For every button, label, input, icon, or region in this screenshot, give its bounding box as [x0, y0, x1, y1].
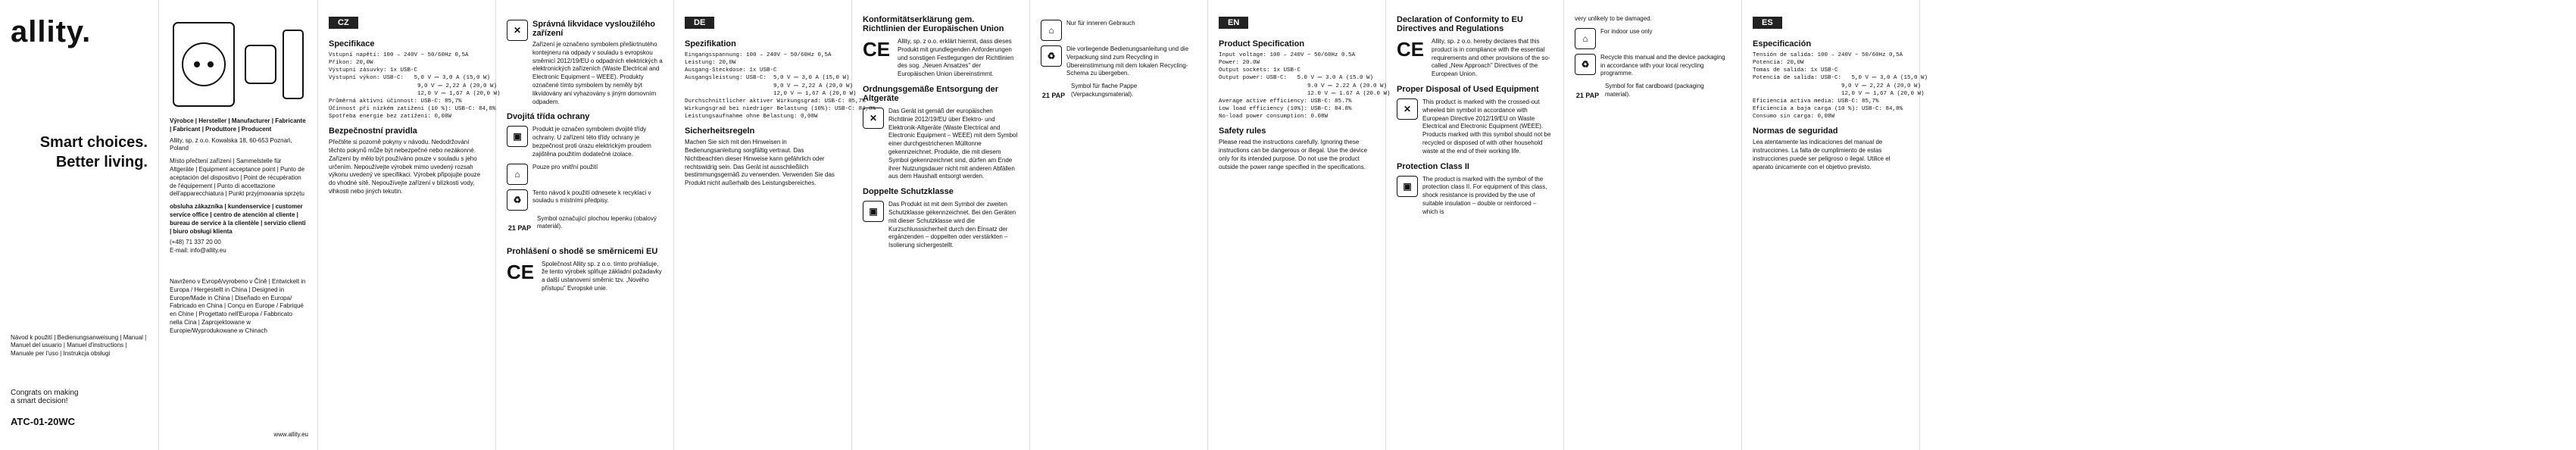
cz-doc: Společnost Allity sp. z o.o. tímto prohlašuje, že tento výrobek splňuje základní požadavky a další ustanovení směrnic tzv. „Nového přístupu" Evropské unie.: [542, 260, 662, 292]
lang-tag-en: EN: [1219, 17, 1248, 29]
de-safety-title: Sicherheitsregeln: [685, 127, 755, 136]
recycle-icon: ♻: [1575, 54, 1596, 75]
manufacturer-panel: [159, 0, 318, 450]
de-conf: Allity, sp. z o.o. erklärt hiermit, dass dieses Produkt mit grundlegenden Anforderungen und sonstigen Festlegungen der Richtlinien des sog. „Neuen Ansatzes" der Europäischen Union übereinstimmt.: [898, 38, 1014, 78]
house-icon: ⌂: [1041, 20, 1062, 41]
en-damaged: very unlikely to be damaged.: [1575, 15, 1652, 22]
pap-icon: [507, 215, 532, 241]
es-spec-title: Especificación: [1753, 39, 1812, 48]
recycle-icon: ♻: [507, 189, 528, 211]
de-panel-2: [852, 0, 1030, 450]
lang-tag-cz: CZ: [329, 17, 358, 29]
cz-icon3: Symbol označující plochou lepenku (obalový materiál).: [537, 214, 657, 230]
de-weee: Das Gerät ist gemäß der europäischen Richtlinie 2012/19/EU über Elektro- und Elektronik-Altgeräte (Waste Electrical and Electronic Equipment – WEEE) mit dem Symbol einer durchgestrichenen Mülltonne gekennzeichnet. Produkte, die mit diesem Symbol gekennzeichnet sind, dürfen am Ende ihrer Nutzungsdauer nicht mit anderen Abfällen aus dem Haushalt entsorgt werden.: [888, 107, 1018, 180]
en-decl-title: Declaration of Conformity to EU Directives and Regulations: [1397, 15, 1523, 33]
en-safety: Please read the instructions carefully. Ignoring these instructions can be dangerous or illegal. Use the device only for its intended purpose. Do not use the product outside the power range specified in the specifications.: [1219, 139, 1368, 170]
lang-tag-es: ES: [1753, 17, 1782, 29]
crossed-bin-icon: ✕: [1397, 98, 1418, 120]
phone: (+48) 71 337 20 00: [170, 239, 221, 246]
cz-recycle: Zařízení je označeno symbolem přeškrtnutého kontejneru na odpady v souladu s evropskou směrnicí 2012/19/EU o odpadních elektrických a elektronických zařízeních (Waste Electrical and Electronic Equipment – WEEE). Produkty označené tímto symbolem by neměly být likvidovány ani vyhazovány s jiným domovním odpadem.: [532, 41, 663, 105]
de-doc: Das Produkt ist mit dem Symbol der zweiten Schutzklasse gekennzeichnet. Bei den Geräten mit dieser Schutzklasse wird die Kurzschlusssicherheit durch den Einsatz der ergänzenden – doppelten oder verstärkten – Isolierung sichergestellt.: [888, 201, 1016, 249]
en-spec-title: Product Specification: [1219, 39, 1305, 48]
acceptance-point: Místo přečtení zařízení | Sammelstelle für Altgeräte | Equipment acceptance point | Punto de aceptación del dispositivo | Point de récupération de l'équipement | Punto di accettazione dell'apparecchiatura | Punkt przyjmowania sprzętu: [170, 158, 305, 198]
double-insulation-icon: ▣: [863, 201, 884, 222]
de-recycle: Die vorliegende Bedienungsanleitung und die Verpackung sind zum Recycling in Übereinstimmung mit dem lokalen Recycling-Schema zu übergeben.: [1066, 45, 1189, 77]
pap-num: 21: [507, 223, 516, 232]
pap-label: PAP: [517, 223, 532, 232]
de-spec: Eingangsspannung: 100 – 240V ~ 50/60Hz 0,5A Leistung: 20,0W Ausgang-Steckdose: 1x USB-C Ausgangsleistung: USB-C: 5,0 V ⎓ 3,0 A (15,0 W) 9,0 V ⎓ 2,22 A (20,0 W) 12,0 V ⎓ 1,67 A (20,0 W) Durchschnittlicher aktiver Wirkungsgrad: USB-C: 85,7% Wirkungsgrad bei niedriger Belastung (10%): USB-C: 84,8% Leistungsaufnahme ohne Belastung: 0,08W: [685, 52, 876, 120]
made-in: Navrženo v Evropě/vyrobeno v Číně | Entwickelt in Europa / Hergestellt in China | Designed in Europe/Made in China | Diseñado en Europa/ Fabricado en China | Conçu en Europe / Fabriqué en Chine | Progettato nell'Europa / Fabbricato nella Cina | Zaprojektowane w Europie/Wyprodukowane w Chinach: [170, 277, 306, 334]
ce-mark-icon: CE: [863, 38, 891, 61]
ce-mark-icon: CE: [507, 260, 535, 283]
product-illustration-icon: [170, 15, 306, 114]
pap-icon: 21 PAP: [1575, 92, 1600, 100]
house-icon: ⌂: [1575, 28, 1596, 49]
de-panel-3: [1030, 0, 1208, 450]
de-spec-title: Spezifikation: [685, 39, 736, 48]
double-insulation-icon: ▣: [507, 126, 528, 147]
cover-panel: [0, 0, 159, 450]
manufacturer-label: Výrobce | Hersteller | Manufacturer | Fabricante | Fabricant | Produttore | Producent: [170, 117, 306, 133]
es-norms-title: Normas de seguridad: [1753, 127, 1838, 136]
manufacturer-address: Allity, sp. z o.o. Kowalska 18, 60-653 Poznań, Poland: [170, 136, 292, 152]
es-norms: Lea atentamente las indicaciones del manual de instrucciones. La falta de cumplimiento de estas instrucciones puede ser peligroso o ilegal. Utilice el aparato únicamente con el objetivo previsto.: [1753, 139, 1891, 170]
cz-sort-title: Dvojitá třída ochrany: [507, 112, 590, 122]
cz-spec: Vstupní napětí: 100 – 240V ~ 50/60Hz 0,5A Příkon: 20,0W Výstupní zásuvky: 1x USB-C Výstupní výkon: USB-C: 5,0 V ⎓ 3,0 A (15,0 W) 9,0 V ⎓ 2,22 A (20,0 W) 12,0 V ⎓ 1,67 A (20,0 W) Průměrná aktivní účinnost: USB-C: 85,7% Účinnost při nízkém zatížení (10 %): USB-C: 84,8% Spotřeba energie bez zatížení: 0,08W: [329, 52, 501, 120]
double-insulation-icon: ▣: [1397, 176, 1418, 197]
slogan-line2: Better living.: [55, 154, 148, 170]
cz-safety-title: Bezpečnostní pravidla: [329, 127, 417, 136]
cz-icon1: Pouze pro vnitřní použití: [532, 163, 598, 170]
slogan: [11, 133, 148, 172]
de-safety: Machen Sie sich mit den Hinweisen in Bedienungsanleitung sorgfältig vertraut. Das Nichtbeachten dieser Hinweise kann gefährlich oder rechtswidrig sein. Das Gerät ist ausschließlich bestimmungsgemäß zu verwenden. Verwenden Sie das Produkt nicht außerhalb des Leistungsbereiches.: [685, 139, 835, 187]
pap-icon: 21 PAP: [1041, 92, 1066, 100]
de-weee-title: Ordnungsgemäße Entsorgung der Altgeräte: [863, 84, 999, 103]
cz-doc-title: Prohlášení o shodě se směrnicemi EU: [507, 246, 658, 256]
crossed-bin-icon: ✕: [863, 108, 884, 129]
congrats-line2: a smart decision!: [11, 397, 68, 405]
website: www.allity.eu: [273, 431, 308, 438]
congrats-line1: Congrats on making: [11, 389, 79, 397]
customer-service: obsluha zákazníka | kundenservice | customer service office | centro de atención al cliente | bureau de service à la clientèle | servizio clienti | biuro obsługi klienta: [170, 203, 306, 235]
en-panel-3: [1564, 0, 1742, 450]
de-conf-title: Konformitätserklärung gem. Richtlinien der Europäischen Union: [863, 15, 1004, 33]
de-panel-1: [674, 0, 876, 450]
brand-logo: allity.: [11, 15, 92, 48]
en-panel-1: [1208, 0, 1391, 450]
de-pap: Symbol für flache Pappe (Verpackungsmaterial).: [1071, 83, 1138, 98]
en-weee-title: Proper Disposal of Used Equipment: [1397, 84, 1539, 94]
en-prot: The product is marked with the symbol of the protection class II. For equipment of this class, shock resistance is provided by the use of suitable insulation – double or reinforced – which is: [1422, 175, 1547, 215]
crossed-bin-icon: ✕: [507, 20, 528, 41]
email: E-mail: info@allity.eu: [170, 247, 226, 255]
de-doc-title: Doppelte Schutzklasse: [863, 187, 954, 197]
cz-recycle-title: Správná likvidace vysloužilého zařízení: [532, 20, 656, 38]
cz-sort-text: Produkt je označen symbolem dvojité třídy ochrany. U zařízení této třídy ochrany je bezpečnost proti úrazu elektrickým proudem zajištěna použitím dodatečné izolace.: [532, 126, 651, 158]
de-indoor: Nur für inneren Gebrauch: [1066, 20, 1135, 27]
cz-panel-2: [496, 0, 674, 450]
en-recycle: Recycle this manual and the device packaging in accordance with your local recycling programme.: [1600, 53, 1725, 77]
manual-label: Návod k použití | Bedienungsanweisung | Manual | Manuel del usuario | Manuel d'instructions | Manuale per l'uso | Instrukcja obsługi: [11, 333, 147, 358]
en-pap: Symbol for flat cardboard (packaging material).: [1605, 83, 1704, 98]
cz-panel-1: [318, 0, 501, 450]
en-spec: Input voltage: 100 – 240V ~ 50/60Hz 0.5A Power: 20.0W Output sockets: 1x USB-C Output power: USB-C: 5.0 V ⎓ 3.0 A (15.0 W) 9.0 V ⎓ 2.22 A (20.0 W) 12.0 V ⎓ 1.67 A (20.0 W) Average active efficiency: USB-C: 85.7% Low load efficiency (10%): USB-C: 84.8% No-load power consumption: 0.08W: [1219, 52, 1391, 120]
model-number: ATC-01-20WC: [11, 416, 75, 427]
house-icon: ⌂: [507, 164, 528, 185]
en-safety-title: Safety rules: [1219, 127, 1266, 136]
recycle-icon: ♻: [1041, 45, 1062, 67]
en-decl: Allity, sp. z o.o. hereby declares that this product is in compliance with the essential requirements and other provisions of the so-called „New Approach" Directives of the European Union.: [1432, 38, 1550, 78]
en-indoor: For indoor use only: [1600, 27, 1653, 35]
ce-mark-icon: CE: [1397, 38, 1425, 61]
cz-safety: Přečtěte si pozorně pokyny v návodu. Nedodržování těchto pokynů může být nebezpečné nebo nezákonné. Zařízení by mělo být používáno pouze v souladu s jeho určením. Nepoužívejte výrobek mimo uvedený rozsah výkonu uvedený ve specifikaci. Výrobek připojujte pouze do vhodné sítě. Nepoužívejte zařízení v blízkosti vody, vlhkosti nebo jiných tekutin.: [329, 139, 481, 195]
slogan-line1: Smart choices.: [39, 134, 148, 151]
es-panel-1: [1742, 0, 1928, 450]
cz-icon2: Tento návod k použití odnesete k recyklaci v souladu s místními předpisy.: [532, 189, 651, 205]
es-spec: Tensión de salida: 100 – 240V ~ 50/60Hz 0,5A Potencia: 20,0W Tomas de salida: 1x USB-C Potencia de salida: USB-C: 5,0 V ⎓ 3,0 A (15,0 W) 9,0 V ⎓ 2,22 A (20,0 W) 12,0 V ⎓ 1,67 A (20,0 W) Eficiencia activa media: USB-C: 85,7% Eficiencia a baja carga (10 %): USB-C: 84,8% Consumo sin carga: 0,08W: [1753, 52, 1928, 120]
congrats: [11, 389, 148, 405]
en-prot-title: Protection Class II: [1397, 161, 1469, 171]
en-weee: This product is marked with the crossed-out wheeled bin symbol in accordance with European Directive 2012/19/EU on Waste Electrical and Electronic Equipment (WEEE). Products marked with this symbol should not be recycled or disposed of with other household waste at the end of their working life.: [1422, 98, 1551, 155]
cz-spec-title: Specifikace: [329, 39, 375, 48]
lang-tag-de: DE: [685, 17, 714, 29]
en-panel-2: [1386, 0, 1564, 450]
blank-panel: [1920, 0, 2250, 450]
